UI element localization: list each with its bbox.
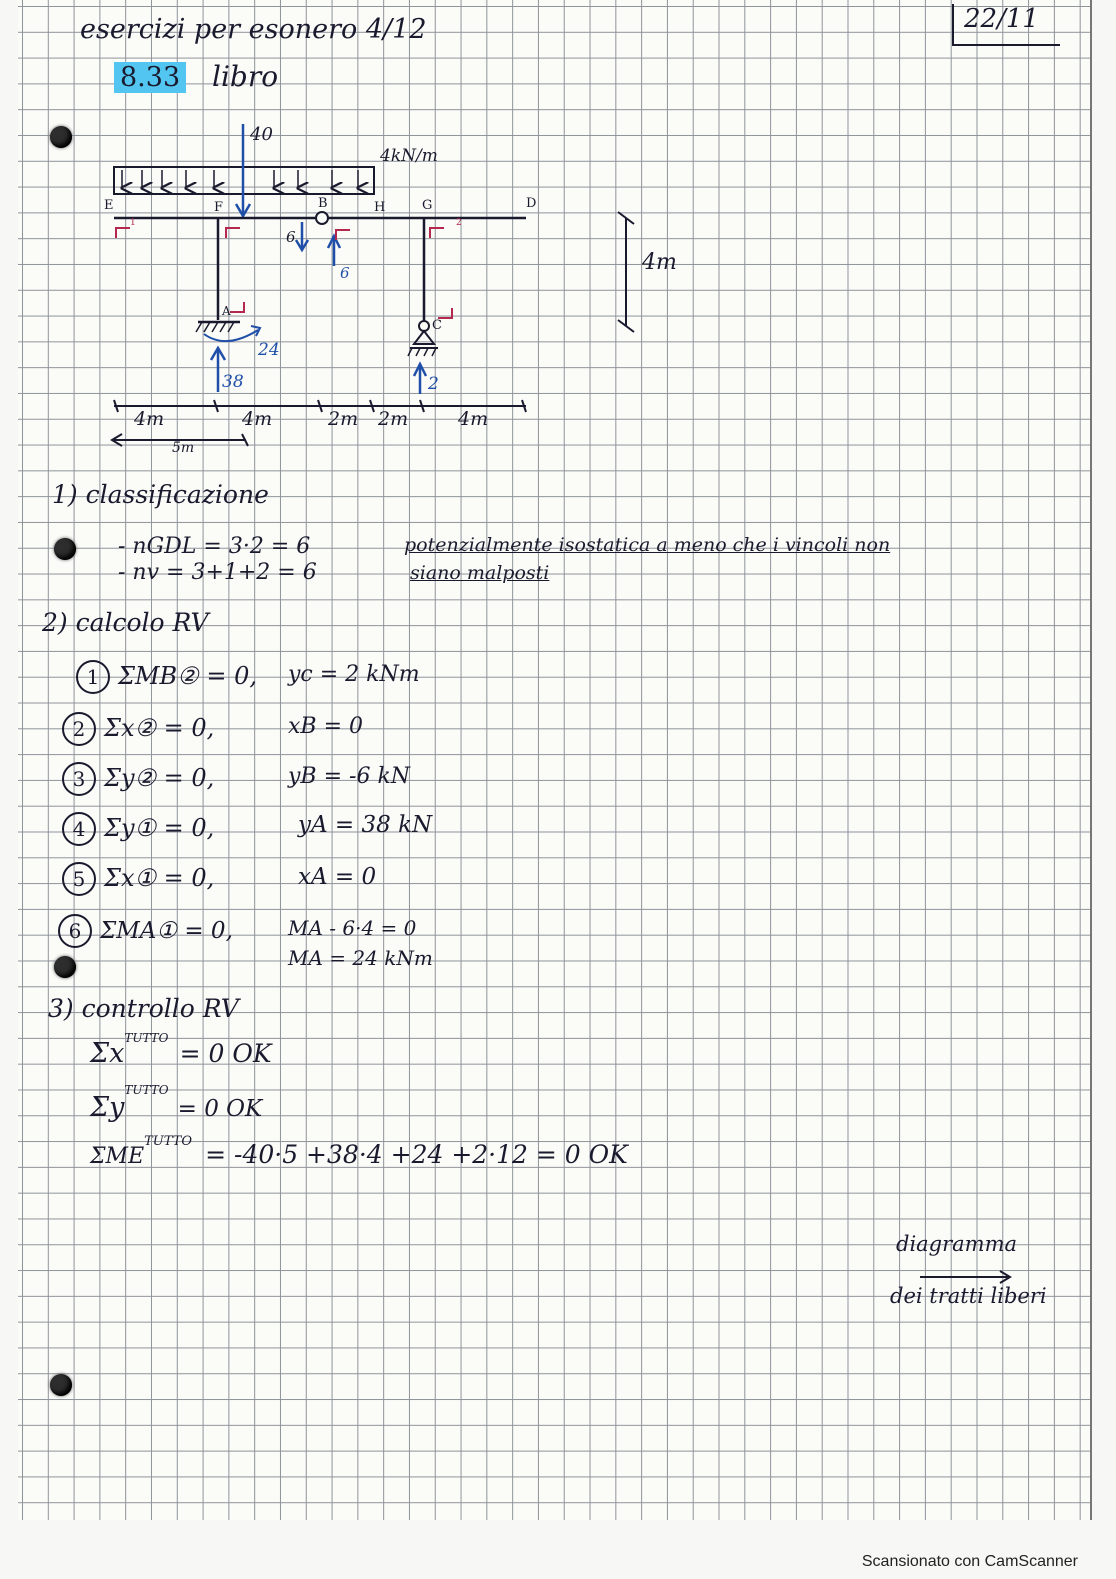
reaction-2-label: 2 xyxy=(428,374,439,394)
member-1-label: 1 xyxy=(130,218,136,228)
side-note-arrow xyxy=(918,1270,1018,1284)
eq-1-result: yc = 2 kNm xyxy=(288,662,420,687)
scanner-footer: Scansionato con CamScanner xyxy=(861,1553,1078,1570)
exercise-number: 8.33 xyxy=(114,62,186,93)
section-1-note-2: siano malposti xyxy=(410,562,550,584)
punch-hole-4 xyxy=(50,1374,72,1396)
node-b-label: B xyxy=(318,196,328,211)
date: 22/11 xyxy=(964,4,1039,34)
eq-number-6: 6 xyxy=(58,914,92,948)
section-1-line-2: - nv = 3+1+2 = 6 xyxy=(118,560,317,585)
force-6-up-label: 6 xyxy=(340,264,350,282)
hinge-b xyxy=(316,212,328,224)
node-g-label: G xyxy=(422,198,433,213)
eq-4-result: yA = 38 kN xyxy=(298,812,433,838)
equation-row-4 xyxy=(62,812,433,848)
member-2-label: 2 xyxy=(456,218,462,228)
distributed-load-arrows xyxy=(122,170,358,188)
eq-number-3: 3 xyxy=(62,762,96,796)
eq-number-4: 4 xyxy=(62,812,96,846)
section-1-title: 1) classificazione xyxy=(52,480,269,509)
structure-diagram xyxy=(18,0,718,470)
node-h-label: H xyxy=(374,200,386,215)
book-label: libro xyxy=(212,60,279,93)
eq-1: ΣMB② = 0, xyxy=(118,662,257,690)
check-2-symbol: Σy xyxy=(90,1092,125,1123)
node-c-label: C xyxy=(432,318,442,333)
force-6-down-label: 6 xyxy=(286,228,296,246)
node-d-label: D xyxy=(526,196,537,211)
check-2-result: = 0 OK xyxy=(177,1096,263,1122)
side-note-line-1: diagramma xyxy=(896,1232,1018,1256)
equation-row-2 xyxy=(62,712,363,748)
check-3-result: = -40·5 +38·4 +24 +2·12 = 0 OK xyxy=(205,1140,628,1169)
reaction-38-label: 38 xyxy=(222,372,244,392)
section-2-title: 2) calcolo RV xyxy=(42,608,209,637)
moment-24-label: 24 xyxy=(258,340,280,360)
page-title: esercizi per esonero 4/12 xyxy=(80,14,427,45)
eq-6-result: MA - 6·4 = 0 xyxy=(288,916,417,940)
dim-label-2: 4m xyxy=(242,408,273,430)
check-1-symbol: Σx xyxy=(90,1038,125,1069)
check-1-sup: TUTTO xyxy=(124,1030,169,1045)
dim-5m-label: 5m xyxy=(172,440,195,456)
section-1-note-1: potenzialmente isostatica a meno che i vincoli non xyxy=(404,534,891,556)
equation-row-5 xyxy=(62,862,377,898)
eq-number-1: 1 xyxy=(76,660,110,694)
local-axis-marks xyxy=(116,228,452,318)
eq-6-result-2: MA = 24 kNm xyxy=(288,946,433,970)
eq-3: Σy② = 0, xyxy=(104,764,215,792)
load-40-label: 40 xyxy=(250,124,273,145)
check-1-result: = 0 OK xyxy=(179,1039,272,1068)
date-box xyxy=(952,4,1060,46)
check-3-symbol: ΣME xyxy=(90,1144,145,1169)
section-3-title: 3) controllo RV xyxy=(48,994,239,1023)
node-a-label: A xyxy=(222,304,231,318)
dim-label-3: 2m xyxy=(328,408,359,430)
notebook-page xyxy=(18,0,1092,1520)
equation-row-6 xyxy=(58,914,417,950)
check-row-3 xyxy=(90,1133,628,1180)
height-label: 4m xyxy=(642,250,677,275)
side-note-line-2: dei tratti liberi xyxy=(890,1284,1047,1308)
punch-hole-3 xyxy=(54,956,76,978)
dim-label-4: 2m xyxy=(378,408,409,430)
section-1-line-1: - nGDL = 3·2 = 6 xyxy=(118,534,311,559)
dist-load-label: 4kN/m xyxy=(380,146,438,166)
punch-hole-2 xyxy=(54,538,76,560)
eq-6: ΣMA① = 0, xyxy=(100,918,233,944)
check-row-2 xyxy=(90,1082,263,1132)
fixed-support-a xyxy=(196,322,240,332)
dim-label-1: 4m xyxy=(134,408,165,430)
check-3-sup: TUTTO xyxy=(144,1133,193,1149)
eq-4: Σy① = 0, xyxy=(104,814,215,842)
node-f-label: F xyxy=(214,200,224,215)
eq-3-result: yB = -6 kN xyxy=(288,764,411,789)
eq-2-result: xB = 0 xyxy=(288,714,363,739)
check-2-sup: TUTTO xyxy=(124,1082,169,1097)
eq-number-2: 2 xyxy=(62,712,96,746)
eq-5: Σx① = 0, xyxy=(104,864,215,892)
check-row-1 xyxy=(90,1030,272,1078)
eq-5-result: xA = 0 xyxy=(298,864,377,890)
equation-row-1 xyxy=(76,660,420,696)
eq-2: Σx② = 0, xyxy=(104,714,215,742)
dim-label-5: 4m xyxy=(458,408,489,430)
eq-number-5: 5 xyxy=(62,862,96,896)
node-e-label: E xyxy=(104,198,114,213)
equation-row-3 xyxy=(62,762,411,798)
